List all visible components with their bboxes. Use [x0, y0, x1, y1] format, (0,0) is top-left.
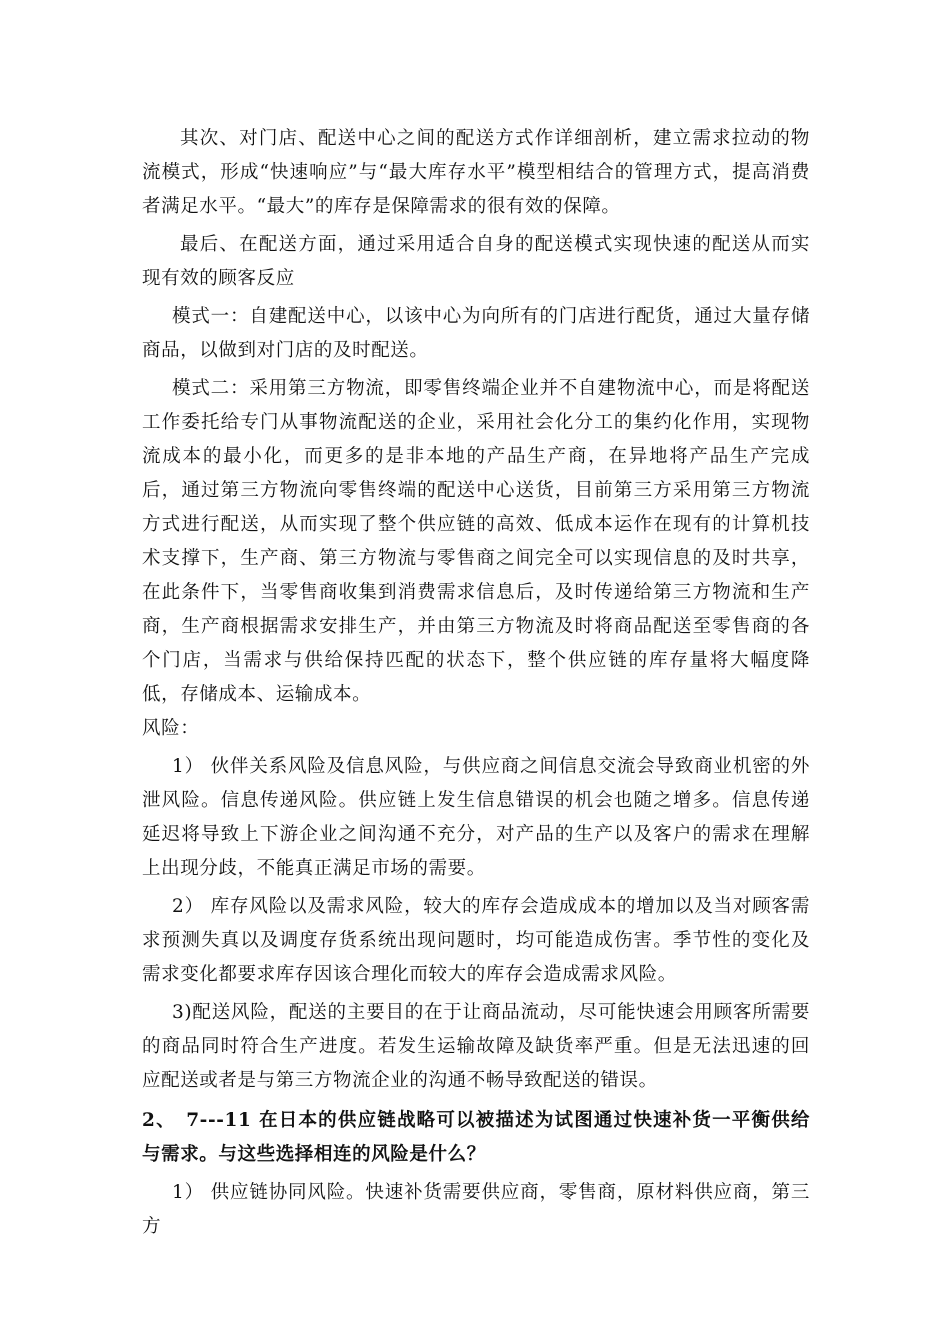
- paragraph-risk-heading: 风险：: [142, 718, 200, 739]
- paragraph-risk-partnership: 1） 伙伴关系风险及信息风险，与供应商之间信息交流会导致商业机密的外泄风险。信息传递风险。供应链上发生信息错误的机会也随之增多。信息传递延迟将导致上下游企业之间沟通不充分，对产品的生产以及客户的需求在理解上出现分歧，不能真正满足市场的需要。: [142, 756, 810, 879]
- paragraph-risk-collaboration: 1） 供应链协同风险。快速补货需要供应商，零售商，原材料供应商，第三方: [142, 1182, 810, 1237]
- paragraph-mode-two: 模式二：采用第三方物流，即零售终端企业并不自建物流中心，而是将配送工作委托给专门从事物流配送的企业，采用社会化分工的集约化作用，实现物流成本的最小化，而更多的是非本地的产品生产商，在异地将产品生产完成后，通过第三方物流向零售终端的配送中心送货，目前第三方采用第三方物流方式进行配送，从而实现了整个供应链的高效、低成本运作在现有的计算机技术支撑下，生产商、第三方物流与零售商之间完全可以实现信息的及时共享，在此条件下，当零售商收集到消费需求信息后，及时传递给第三方物流和生产商，生产商根据需求安排生产，并由第三方物流及时将商品配送至零售商的各个门店，当需求与供给保持匹配的状态下，整个供应链的库存量将大幅度降低，存储成本、运输成本。: [142, 378, 810, 705]
- paragraph-risk-inventory: 2） 库存风险以及需求风险，较大的库存会造成成本的增加以及当对顾客需求预测失真以及调度存货系统出现问题时，均可能造成伤害。季节性的变化及需求变化都要求库存因该合理化而较大的库存会造成需求风险。: [142, 896, 810, 985]
- question-heading: 2、 7---11 在日本的供应链战略可以被描述为试图通过快速补货一平衡供给与需求。与这些选择相连的风险是什么？: [142, 1110, 810, 1165]
- document-page: [142, 122, 810, 1244]
- paragraph-distribution-analysis: 其次、对门店、配送中心之间的配送方式作详细剖析，建立需求拉动的物流模式，形成“快速响应”与“最大库存水平”模型相结合的管理方式，提高消费者满足水平。“最大”的库存是保障需求的很有效的保障。: [142, 128, 810, 217]
- paragraph-mode-one: 模式一：自建配送中心，以该中心为向所有的门店进行配货，通过大量存储商品，以做到对门店的及时配送。: [142, 306, 810, 361]
- paragraph-risk-distribution: 3)配送风险，配送的主要目的在于让商品流动，尽可能快速会用顾客所需要的商品同时符合生产进度。若发生运输故障及缺货率严重。但是无法迅速的回应配送或者是与第三方物流企业的沟通不畅导致配送的错误。: [142, 1002, 810, 1091]
- paragraph-distribution-mode: 最后、在配送方面，通过采用适合自身的配送模式实现快速的配送从而实现有效的顾客反应: [142, 234, 810, 289]
